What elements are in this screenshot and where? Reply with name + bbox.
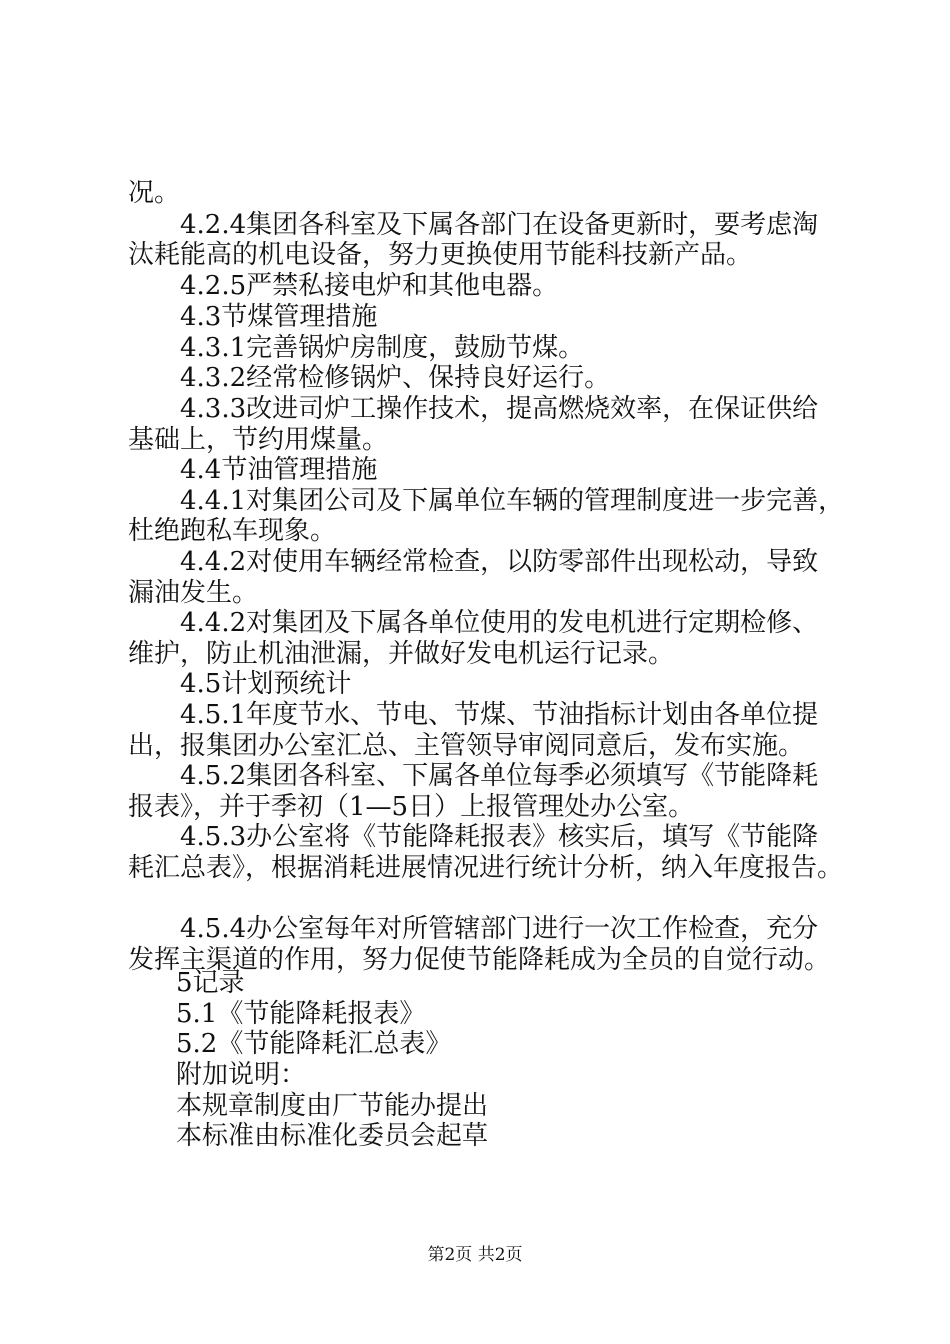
text-line: 4.4.2对使用车辆经常检查，以防零部件出现松动，导致 [180,547,819,577]
text-line: 耗汇总表》，根据消耗进展情况进行统计分析，纳入年度报告。 [128,853,844,883]
text-line: 报表》，并于季初（1—5日）上报管理处办公室。 [128,792,695,822]
page-number: 第2页 共2页 [427,1245,523,1265]
text-line: 漏油发生。 [128,578,259,608]
text-line: 5记录 [176,968,245,998]
text-line: 4.2.5严禁私接电炉和其他电器。 [180,271,559,301]
text-line: 4.3.3改进司炉工操作技术，提高燃烧效率，在保证供给 [180,394,819,424]
text-line: 杜绝跑私车现象。 [128,516,337,546]
text-line: 基础上，节约用煤量。 [128,425,389,455]
text-line: 汰耗能高的机电设备，努力更换使用节能科技新产品。 [128,240,753,270]
text-line: 维护，防止机油泄漏，并做好发电机运行记录。 [128,639,675,669]
text-line: 4.4.2对集团及下属各单位使用的发电机进行定期检修、 [180,608,819,638]
text-line: 4.5.3办公室将《节能降耗报表》核实后，填写《节能降 [180,822,819,852]
text-line: 4.2.4集团各科室及下属各部门在设备更新时，要考虑淘 [180,210,819,240]
text-line: 4.3.2经常检修锅炉、保持良好运行。 [180,363,611,393]
text-line: 4.5计划预统计 [180,669,352,699]
text-line: 4.3节煤管理措施 [180,302,378,332]
text-line: 4.4节油管理措施 [180,455,378,485]
text-line: 4.3.1完善锅炉房制度，鼓励节煤。 [180,333,585,363]
text-line: 4.4.1对集团公司及下属单位车辆的管理制度进一步完善， [180,486,845,516]
text-line: 况。 [128,178,181,208]
text-line: 4.5.1年度节水、节电、节煤、节油指标计划由各单位提 [180,700,819,730]
text-line: 5.1《节能降耗报表》 [176,999,426,1029]
text-line: 发挥主渠道的作用，努力促使节能降耗成为全员的自觉行动。 [128,945,831,975]
text-line: 出，报集团办公室汇总、主管领导审阅同意后，发布实施。 [128,731,805,761]
text-line: 本标准由标准化委员会起草 [176,1121,489,1151]
text-line: 本规章制度由厂节能办提出 [176,1091,489,1121]
text-line: 4.5.4办公室每年对所管辖部门进行一次工作检查，充分 [180,914,819,944]
text-line: 附加说明： [176,1060,307,1090]
text-line: 5.2《节能降耗汇总表》 [176,1029,452,1059]
text-line: 4.5.2集团各科室、下属各单位每季必须填写《节能降耗 [180,761,819,791]
